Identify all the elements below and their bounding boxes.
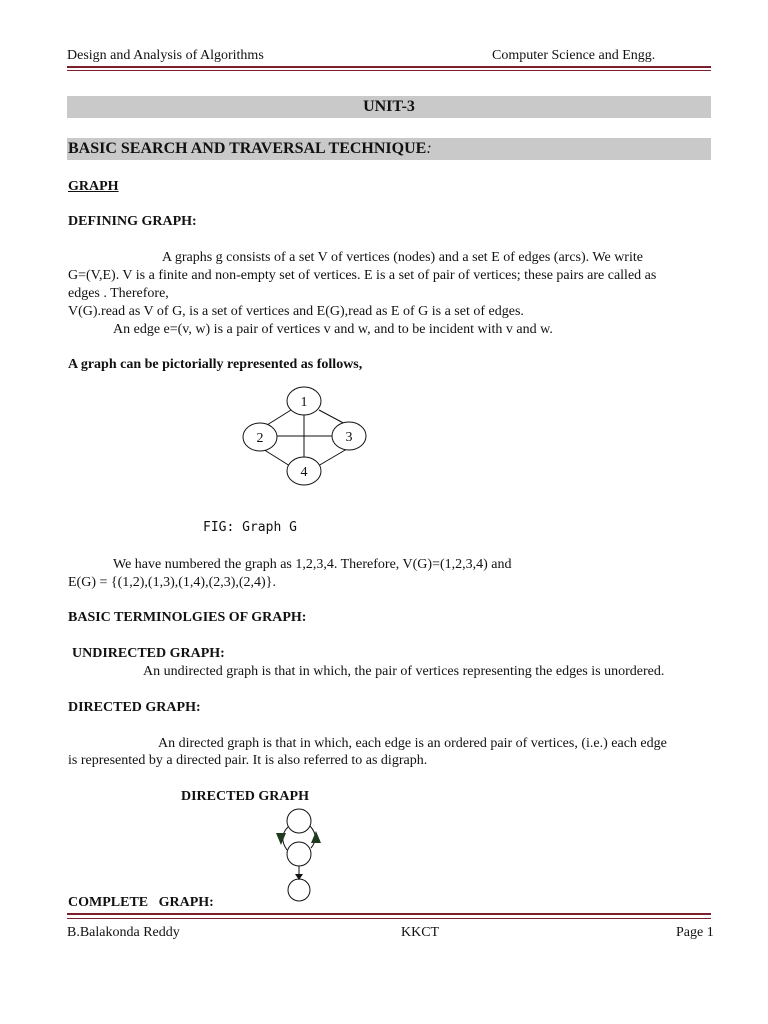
- directed-figure-title: DIRECTED GRAPH: [181, 789, 309, 804]
- footer-rule-thin: [67, 918, 711, 919]
- header-rule-thin: [67, 70, 711, 71]
- pictorial-heading: A graph can be pictorially represented as follows,: [68, 357, 363, 372]
- footer-author: B.Balakonda Reddy: [67, 925, 180, 940]
- digraph-arrow-left: [276, 833, 286, 845]
- digraph-node-top: [287, 809, 311, 833]
- directed-line-1: An directed graph is that in which, each edge is an ordered pair of vertices, (i.e.) each edge: [158, 736, 667, 751]
- graph-g-figure: [230, 380, 380, 490]
- header-rule-thick: [67, 66, 711, 68]
- directed-heading: DIRECTED GRAPH:: [68, 700, 201, 715]
- header-left: Design and Analysis of Algorithms: [67, 48, 264, 63]
- graph-caption: FIG: Graph G: [203, 520, 297, 535]
- undirected-text: An undirected graph is that in which, the pair of vertices representing the edges is unordered.: [143, 664, 665, 679]
- graph-heading: GRAPH: [68, 179, 119, 194]
- numbered-line-2: E(G) = {(1,2),(1,3),(1,4),(2,3),(2,4)}.: [68, 575, 276, 590]
- numbered-line-1: We have numbered the graph as 1,2,3,4. Therefore, V(G)=(1,2,3,4) and: [113, 557, 512, 572]
- unit-title: UNIT-3: [363, 98, 415, 115]
- defining-line-4: V(G).read as V of G, is a set of vertices and E(G),read as E of G is a set of edges.: [68, 304, 524, 319]
- header-right: Computer Science and Engg.: [492, 48, 656, 63]
- digraph-node-middle: [287, 842, 311, 866]
- footer-page: Page 1: [676, 925, 714, 940]
- defining-line-5: An edge e=(v, w) is a pair of vertices v and w, and to be incident with v and w.: [113, 322, 553, 337]
- section-title: [68, 140, 432, 158]
- footer-center: KKCT: [401, 925, 440, 940]
- node-1-label: 1: [300, 395, 308, 410]
- defining-line-2: G=(V,E). V is a finite and non-empty set of vertices. E is a set of pair of vertices; these pairs are called as: [68, 268, 657, 283]
- digraph-node-bottom: [288, 879, 310, 901]
- section-title-suffix: :: [426, 140, 432, 157]
- node-3-label: 3: [345, 430, 353, 445]
- undirected-heading: UNDIRECTED GRAPH:: [72, 646, 225, 661]
- defining-line-3: edges . Therefore,: [68, 286, 169, 301]
- terminologies-heading: BASIC TERMINOLGIES OF GRAPH:: [68, 610, 307, 625]
- complete-heading: COMPLETE GRAPH:: [68, 895, 214, 910]
- node-4-label: 4: [300, 465, 308, 480]
- defining-heading: DEFINING GRAPH:: [68, 214, 197, 229]
- node-2-label: 2: [256, 431, 264, 446]
- section-title-text: BASIC SEARCH AND TRAVERSAL TECHNIQUE: [68, 140, 427, 157]
- directed-graph-figure: [270, 805, 330, 905]
- footer-rule-thick: [67, 913, 711, 915]
- digraph-arrow-right: [311, 831, 321, 843]
- defining-line-1: A graphs g consists of a set V of vertices (nodes) and a set E of edges (arcs). We write: [162, 250, 643, 265]
- directed-line-2: is represented by a directed pair. It is also referred to as digraph.: [68, 753, 428, 768]
